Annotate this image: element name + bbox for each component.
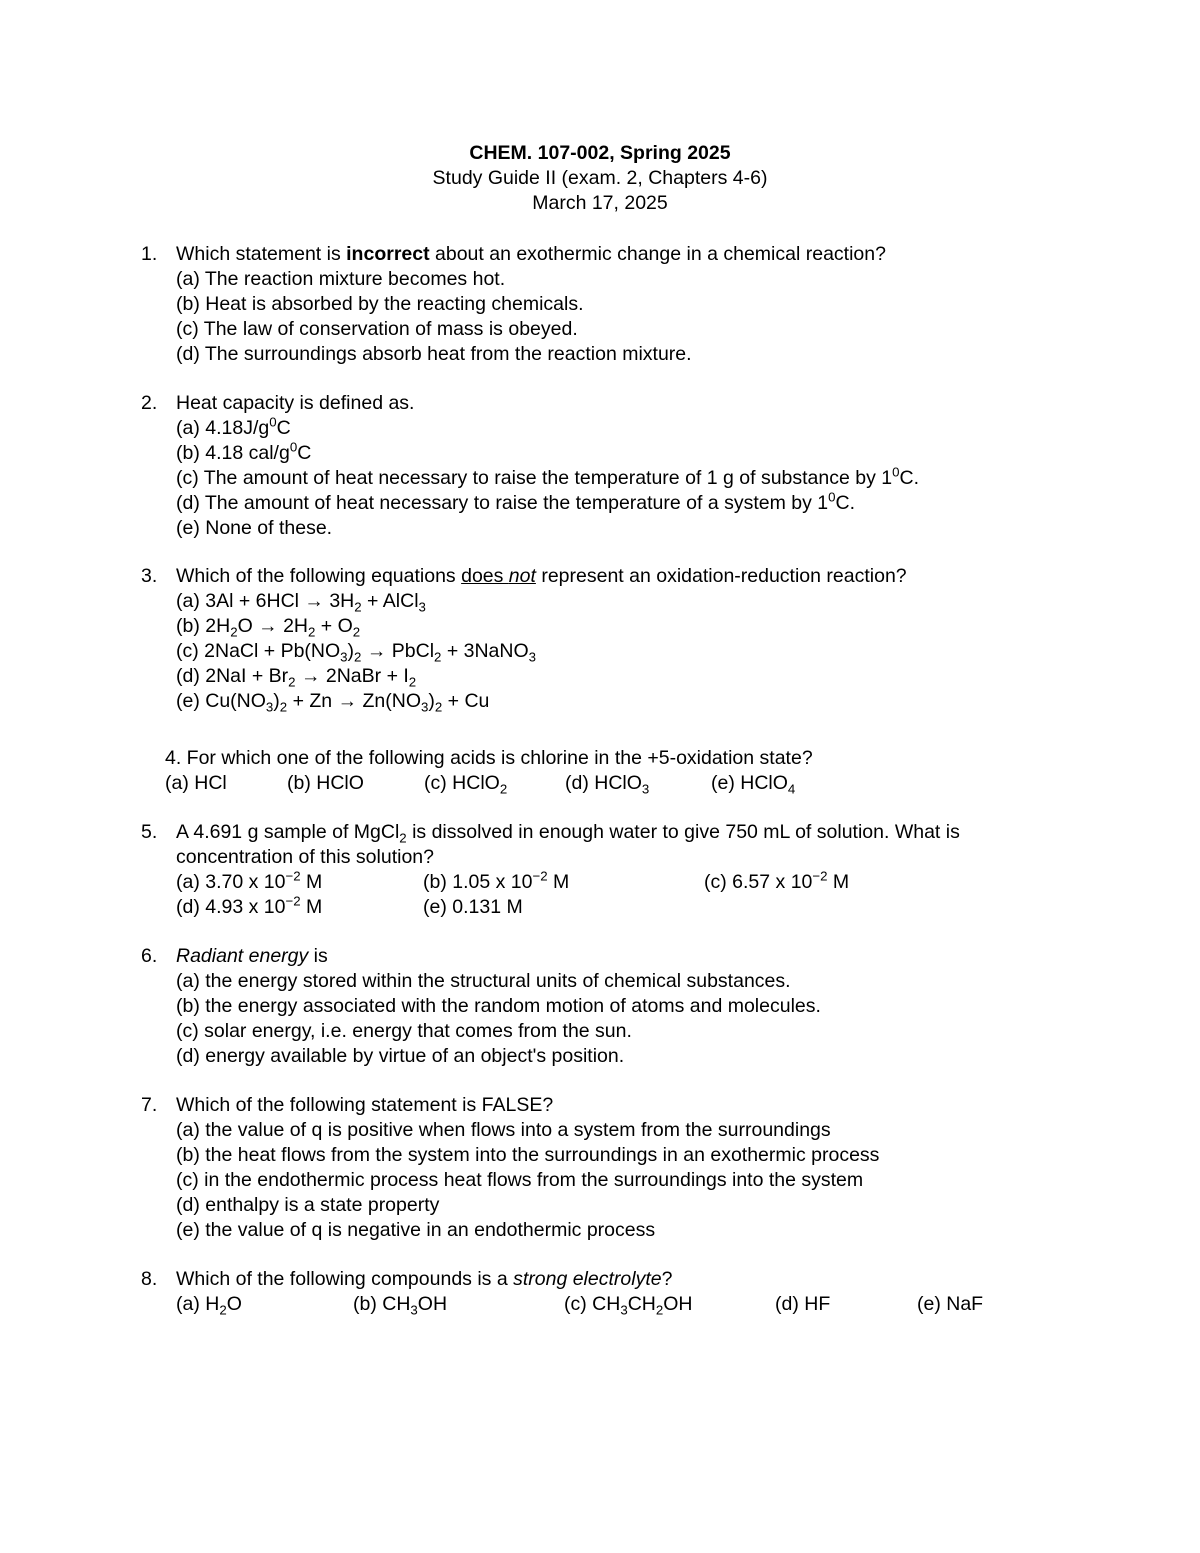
option-c: (c) solar energy, i.e. energy that comes from the sun.: [176, 1020, 632, 1042]
question-5-stem: 5. A 4.691 g sample of MgCl$_2$ is dissolved in enough water to give 750 mL of solution. What is: [141, 821, 960, 846]
option-e: (e) $Cu(NO_3)_2 + Zn \to Zn(NO_3)_2 + Cu$: [176, 690, 490, 715]
document-date: March 17, 2025: [532, 192, 668, 214]
option-b: (b) 1.05 x $10^{-2}$ M: [423, 868, 570, 893]
question-number: 8.: [141, 1268, 158, 1290]
question-1-stem: 1. Which statement is incorrect about an exothermic change in a chemical reaction?: [141, 243, 886, 265]
emphasis-strong-electrolyte: strong electrolyte: [513, 1268, 662, 1290]
question-4-stem: 4. For which one of the following acids is chlorine in the +5-oxidation state?: [165, 747, 813, 769]
option-e: (e) None of these.: [176, 517, 333, 539]
question-number: 2.: [141, 392, 158, 414]
option-d: (d) The amount of heat necessary to raise the temperature of a system by $1^0C$.: [176, 489, 856, 514]
option-a: (a) $H_2O$: [176, 1293, 242, 1318]
option-d: (d) HF: [775, 1293, 831, 1315]
option-a: (a) $3Al + 6HCl \to 3H_2$ + AlCl$_3$: [176, 590, 426, 615]
question-number: 5.: [141, 821, 158, 843]
emphasis-does-not: does not: [461, 565, 536, 587]
option-d: (d) The surroundings absorb heat from the reaction mixture.: [176, 343, 692, 365]
option-a: (a) 3.70 x $10^{-2}$ M: [176, 868, 323, 893]
option-a: (a) the energy stored within the structural units of chemical substances.: [176, 970, 791, 992]
course-title: CHEM. 107-002, Spring 2025: [469, 142, 731, 164]
option-b: (b) 4.18 cal/$g^0C$: [176, 439, 312, 464]
question-number: 1.: [141, 243, 158, 265]
option-a: (a) The reaction mixture becomes hot.: [176, 268, 506, 290]
option-c: (c) 2NaCl + $Pb(NO_3)_2$ → PbCl$_2$ + 3NaNO$_3$: [176, 640, 537, 665]
question-6: [141, 944, 1100, 1069]
option-b: (b) the energy associated with the random motion of atoms and molecules.: [176, 995, 821, 1017]
option-c: (c) $CH_3CH_2OH$: [564, 1293, 693, 1318]
option-c: (c) 6.57 x $10^{-2}$ M: [704, 868, 850, 893]
option-e: (e) HClO$_4$: [711, 772, 796, 797]
option-d: (d) 4.93 x $10^{-2}$ M: [176, 893, 323, 918]
option-d: (d) $2NaI + Br_2$ → 2NaBr + $I_2$: [176, 665, 417, 690]
question-6-stem: 6. Radiant energy is: [141, 945, 328, 967]
question-7-stem: 7. Which of the following statement is FALSE?: [141, 1094, 554, 1116]
option-e: (e) NaF: [917, 1293, 984, 1315]
option-b: (b) the heat flows from the system into the surroundings in an exothermic process: [176, 1144, 880, 1166]
question-number: 7.: [141, 1094, 158, 1116]
question-3: [141, 564, 1100, 714]
option-a: (a) the value of q is positive when flows into a system from the surroundings: [176, 1119, 831, 1141]
option-c: (c) HClO$_2$: [424, 772, 508, 797]
option-b: (b) Heat is absorbed by the reacting chemicals.: [176, 293, 584, 315]
option-b: (b) $CH_3OH$: [353, 1293, 448, 1318]
question-number: 6.: [141, 945, 158, 967]
question-3-stem: 3. Which of the following equations does not represent an oxidation-reduction reaction?: [141, 565, 907, 587]
option-d: (d) enthalpy is a state property: [176, 1194, 440, 1216]
option-d: (d) HClO$_3$: [565, 772, 650, 797]
question-7: [141, 1093, 1100, 1243]
option-a: (a) $4.18J/g^0C$: [176, 414, 291, 439]
question-5: [141, 820, 1100, 920]
document-header: [0, 141, 1200, 216]
question-4-options: [165, 771, 1100, 796]
emphasis-incorrect: incorrect: [346, 243, 430, 265]
option-b: (b) $2H_2O \to 2H_2 + O_2$: [176, 615, 361, 640]
question-2-stem: 2. Heat capacity is defined as.: [141, 392, 415, 414]
option-d: (d) energy available by virtue of an object's position.: [176, 1045, 625, 1067]
option-e: (e) the value of q is negative in an endothermic process: [176, 1219, 656, 1241]
option-b: (b) HClO: [287, 772, 364, 794]
question-1: [141, 242, 1100, 367]
option-c: (c) The law of conservation of mass is obeyed.: [176, 318, 578, 340]
question-5-stem-cont: concentration of this solution?: [176, 846, 434, 868]
emphasis-radiant-energy: Radiant energy: [176, 945, 309, 967]
question-8-stem: 8. Which of the following compounds is a strong electrolyte?: [141, 1268, 673, 1290]
guide-subtitle: Study Guide II (exam. 2, Chapters 4-6): [432, 167, 768, 189]
option-a: (a) HCl: [165, 772, 227, 794]
option-c: (c) in the endothermic process heat flows from the surroundings into the system: [176, 1169, 864, 1191]
question-4: [165, 746, 1100, 771]
question-8: [141, 1267, 1100, 1317]
question-number: 3.: [141, 565, 158, 587]
question-2: [141, 391, 1100, 541]
option-c: (c) The amount of heat necessary to raise the temperature of 1 g of substance by $1^0C$.: [176, 464, 919, 489]
option-e: (e) 0.131 M: [423, 896, 523, 918]
